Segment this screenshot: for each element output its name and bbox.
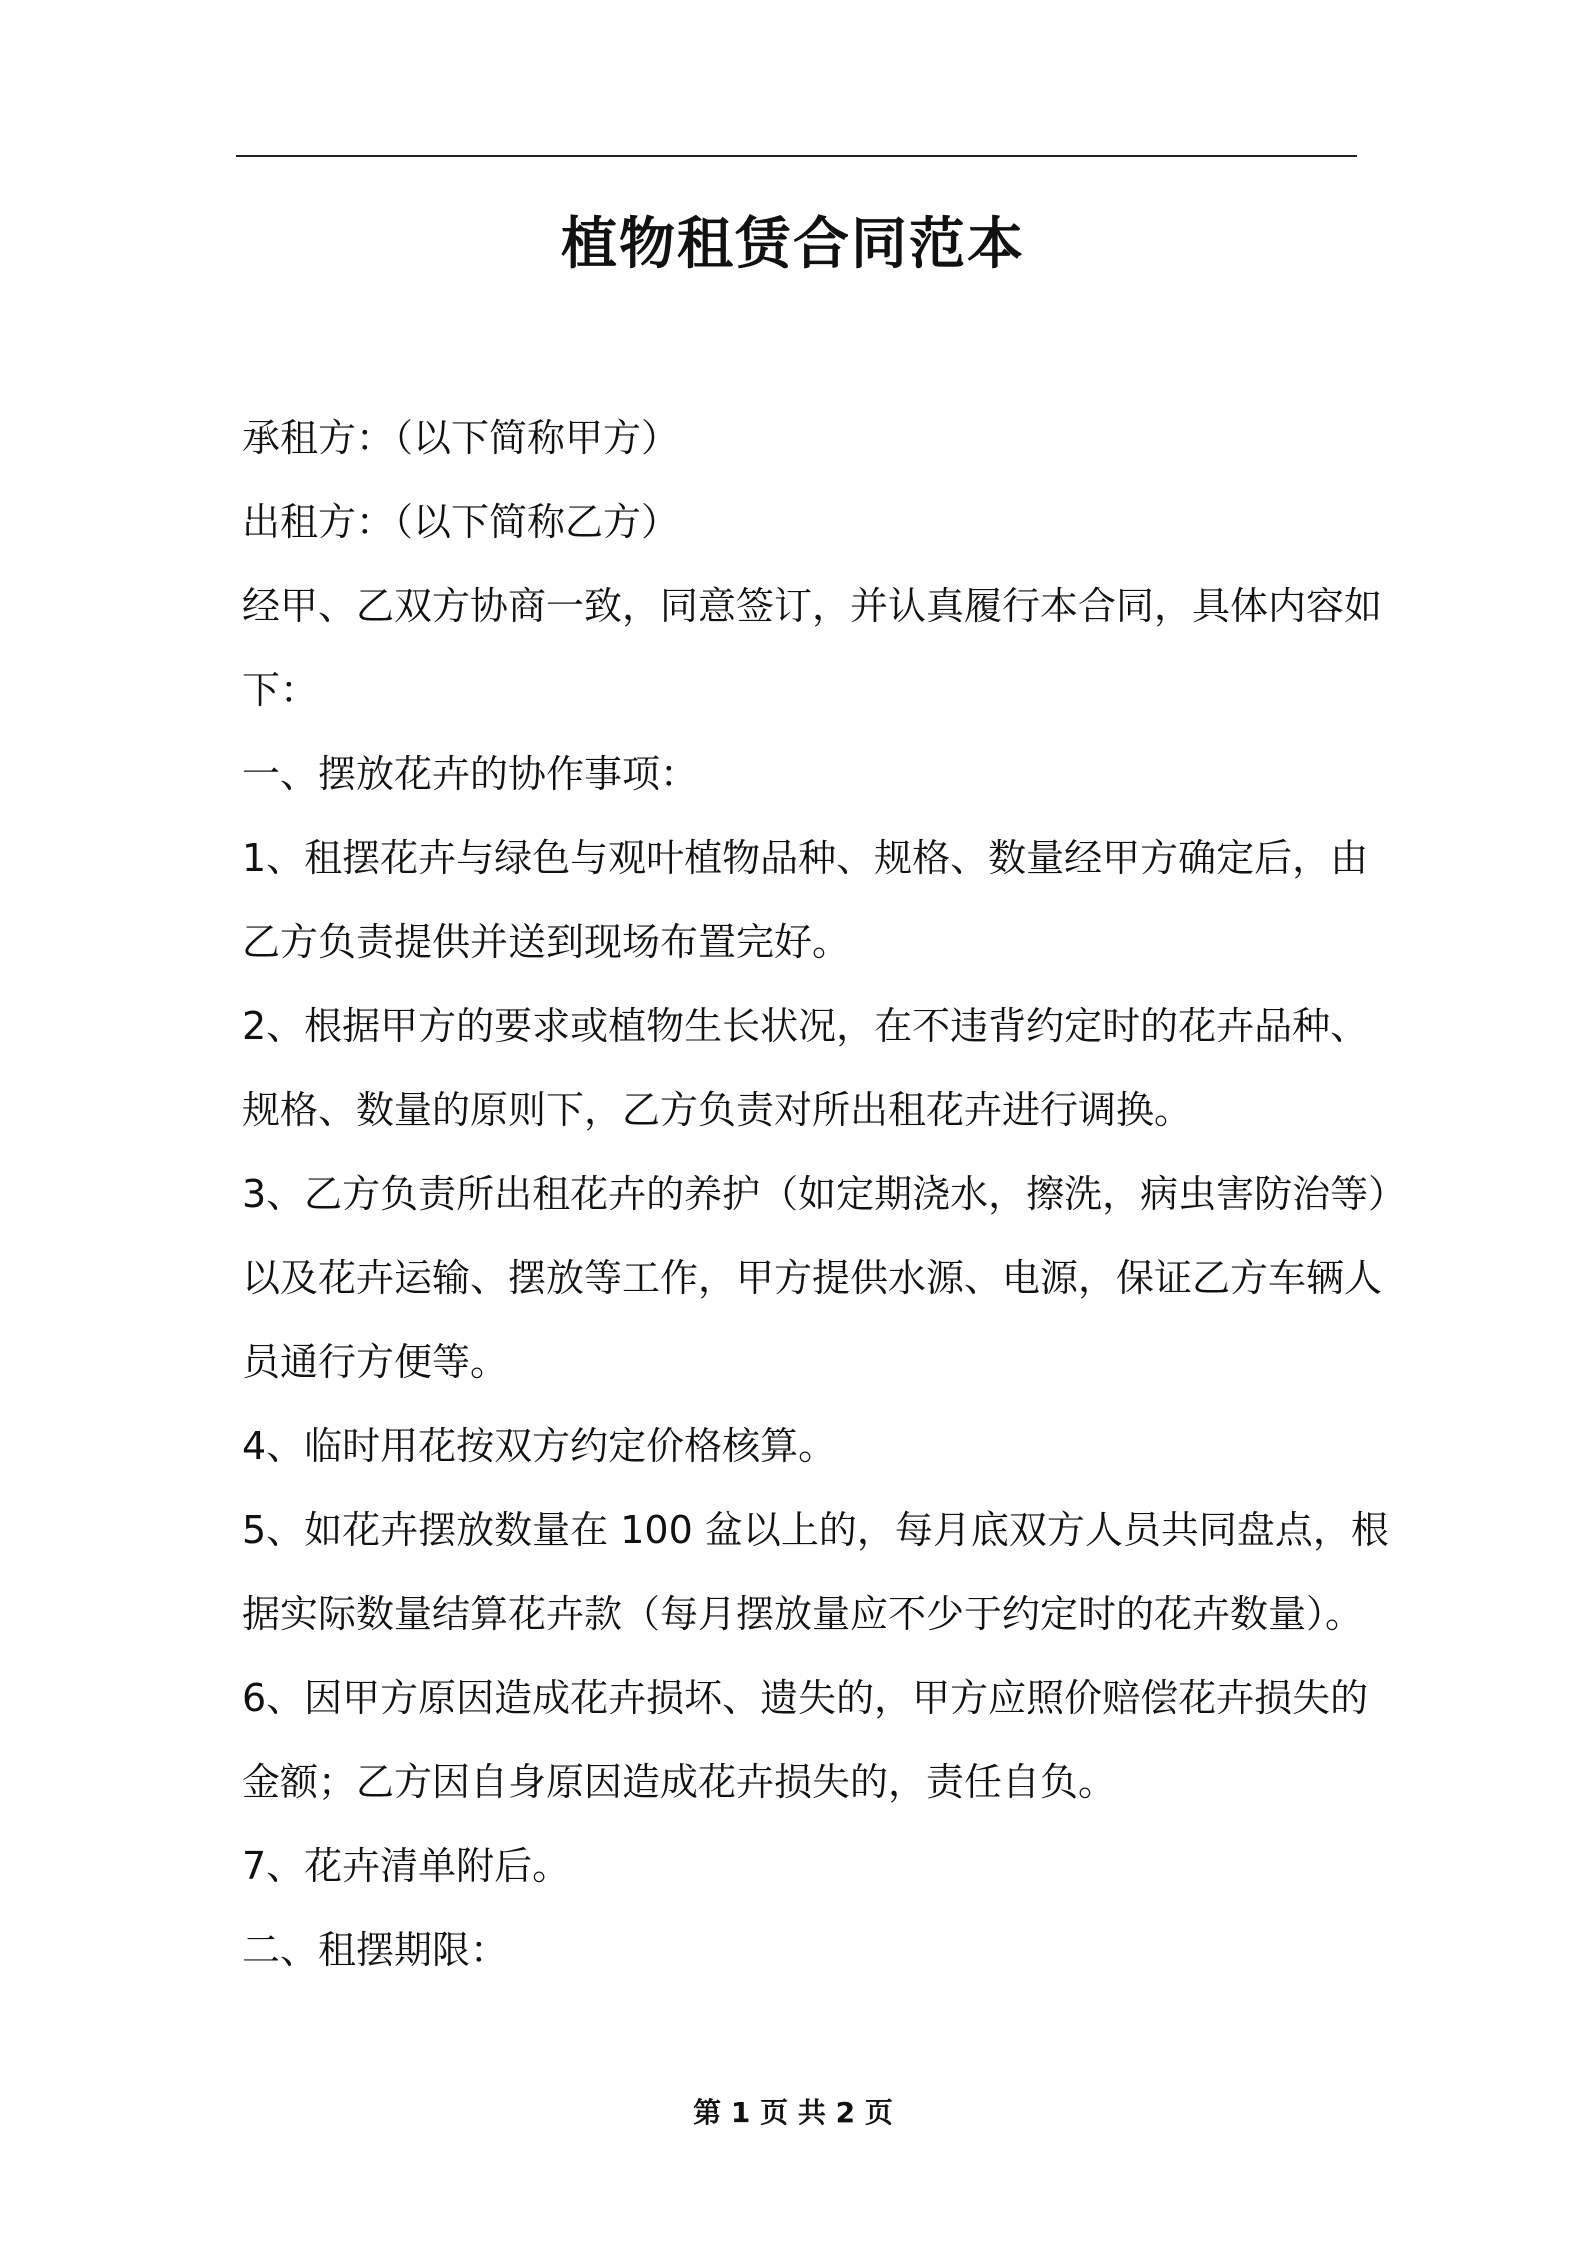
clause-1-line-cont: 乙方负责提供并送到现场布置完好。 <box>242 920 851 964</box>
clause-3-line: 3、乙方负责所出租花卉的养护（如定期浇水，擦洗，病虫害防治等） <box>242 1172 1407 1216</box>
document-title: 植物租赁合同范本 <box>561 212 1025 277</box>
lessor-line: 出租方：（以下简称乙方） <box>242 500 680 544</box>
intro-line-cont: 下： <box>242 668 319 712</box>
document-body <box>242 396 1407 1992</box>
clause-6-line: 6、因甲方原因造成花卉损坏、遗失的，甲方应照价赔偿花卉损失的 <box>242 1676 1369 1720</box>
section-2-heading: 二、租摆期限： <box>242 1928 509 1972</box>
clause-7-line: 7、花卉清单附后。 <box>242 1844 571 1888</box>
clause-1-line: 1、租摆花卉与绿色与观叶植物品种、规格、数量经甲方确定后，由 <box>242 836 1369 880</box>
clause-3-line-end: 员通行方便等。 <box>242 1340 509 1384</box>
section-1-heading: 一、摆放花卉的协作事项： <box>242 752 699 796</box>
clause-3-line-cont: 以及花卉运输、摆放等工作，甲方提供水源、电源，保证乙方车辆人 <box>242 1256 1383 1300</box>
clause-5-line-cont: 据实际数量结算花卉款（每月摆放量应不少于约定时的花卉数量）。 <box>242 1592 1364 1636</box>
clause-2-line: 2、根据甲方的要求或植物生长状况，在不违背约定时的花卉品种、 <box>242 1004 1369 1048</box>
clause-5-line: 5、如花卉摆放数量在 100 盆以上的，每月底双方人员共同盘点，根 <box>242 1508 1389 1552</box>
lessee-line: 承租方：（以下简称甲方） <box>242 416 680 460</box>
clause-2-line-cont: 规格、数量的原则下，乙方负责对所出租花卉进行调换。 <box>242 1088 1193 1132</box>
intro-line: 经甲、乙双方协商一致，同意签订，并认真履行本合同，具体内容如 <box>242 584 1383 628</box>
clause-4-line: 4、临时用花按双方约定价格核算。 <box>242 1424 837 1468</box>
header-rule <box>236 155 1357 157</box>
page-footer: 第 1 页 共 2 页 <box>693 2096 893 2129</box>
clause-6-line-cont: 金额；乙方因自身原因造成花卉损失的，责任自负。 <box>242 1760 1117 1804</box>
